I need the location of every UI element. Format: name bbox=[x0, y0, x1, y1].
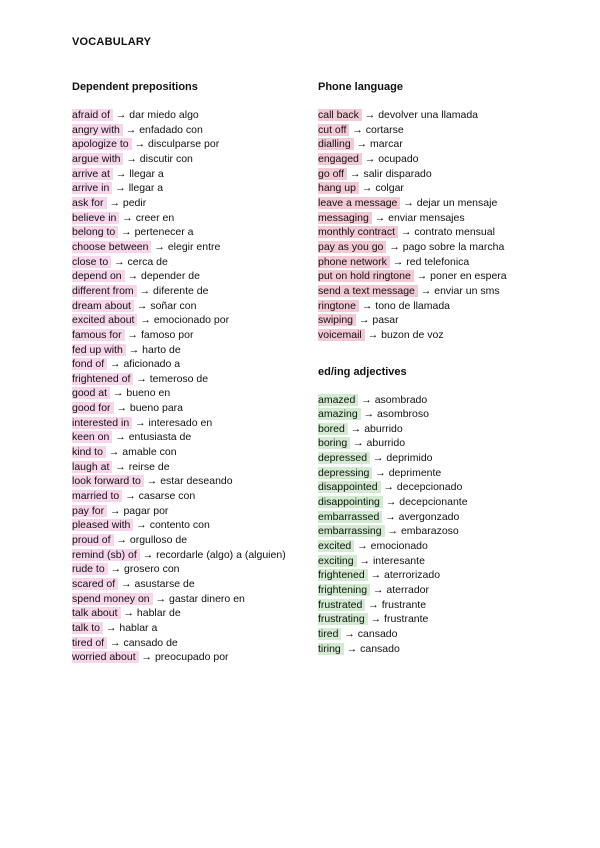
vocab-translation: asombrado bbox=[374, 393, 428, 406]
vocab-translation: cansado bbox=[360, 642, 400, 655]
vocab-item bbox=[318, 436, 568, 451]
arrow-icon: → bbox=[105, 621, 117, 634]
arrow-icon: → bbox=[385, 496, 397, 509]
vocab-term: good at bbox=[72, 387, 110, 399]
arrow-icon: → bbox=[141, 651, 153, 664]
arrow-icon: → bbox=[126, 152, 137, 165]
vocab-translation: decepcionado bbox=[396, 481, 463, 494]
vocab-term: bored bbox=[318, 423, 348, 435]
vocab-item bbox=[72, 313, 322, 328]
vocab-translation: devolver una llamada bbox=[378, 109, 479, 121]
vocab-term: frightened bbox=[318, 569, 368, 581]
vocab-term: depressed bbox=[318, 452, 370, 464]
vocab-term: belong to bbox=[72, 226, 118, 238]
arrow-icon: → bbox=[392, 255, 404, 268]
vocab-term: pleased with bbox=[72, 519, 133, 531]
vocab-item bbox=[72, 137, 322, 152]
arrow-icon: → bbox=[352, 123, 363, 136]
vocab-term: kind to bbox=[72, 446, 106, 458]
arrow-icon: → bbox=[403, 196, 414, 209]
vocab-translation: aburrido bbox=[364, 422, 403, 435]
arrow-icon: → bbox=[108, 446, 120, 459]
vocab-translation: dejar un mensaje bbox=[416, 196, 498, 209]
arrow-icon: → bbox=[344, 628, 355, 640]
vocab-item bbox=[72, 533, 322, 548]
vocab-translation: soñar con bbox=[150, 299, 197, 312]
arrow-icon: → bbox=[364, 109, 376, 121]
vocab-term: interested in bbox=[72, 417, 132, 429]
arrow-icon: → bbox=[115, 167, 127, 180]
vocab-translation: aburrido bbox=[366, 437, 406, 450]
vocab-translation: interesado en bbox=[148, 416, 213, 429]
vocab-translation: llegar a bbox=[129, 167, 164, 180]
vocab-term: send a text message bbox=[318, 285, 418, 297]
vocab-term: ask for bbox=[72, 197, 107, 209]
arrow-icon: → bbox=[385, 510, 396, 523]
vocab-translation: pago sobre la marcha bbox=[402, 240, 505, 253]
vocab-translation: casarse con bbox=[138, 490, 196, 503]
vocab-term: dream about bbox=[72, 300, 134, 312]
vocab-item bbox=[72, 650, 322, 665]
vocab-item bbox=[72, 489, 322, 504]
vocab-translation: enviar mensajes bbox=[388, 211, 465, 224]
arrow-icon: → bbox=[121, 226, 132, 239]
vocab-item bbox=[72, 636, 322, 651]
vocab-term: disappointed bbox=[318, 481, 381, 493]
vocab-term: ringtone bbox=[318, 300, 359, 312]
ed-ing-adjectives-heading: ed/ing adjectives bbox=[318, 365, 407, 378]
phone-language-section bbox=[318, 80, 568, 343]
arrow-icon: → bbox=[420, 284, 432, 297]
arrow-icon: → bbox=[127, 270, 139, 283]
vocab-translation: ocupado bbox=[378, 152, 419, 165]
arrow-icon: → bbox=[370, 569, 382, 582]
arrow-icon: → bbox=[115, 182, 126, 195]
arrow-icon: → bbox=[346, 642, 358, 655]
arrow-icon: → bbox=[387, 525, 399, 538]
vocab-term: amazing bbox=[318, 408, 361, 420]
vocab-translation: temeroso de bbox=[149, 372, 209, 385]
arrow-icon: → bbox=[135, 416, 146, 429]
vocab-term: choose between bbox=[72, 241, 151, 253]
ed-ing-adjectives-section bbox=[318, 365, 568, 657]
vocab-item bbox=[72, 460, 322, 475]
vocab-item bbox=[72, 518, 322, 533]
vocab-term: voicemail bbox=[318, 329, 365, 341]
vocab-translation: cortarse bbox=[365, 123, 404, 136]
vocab-item bbox=[72, 211, 322, 226]
vocab-term: depressing bbox=[318, 467, 372, 479]
vocab-item bbox=[72, 108, 322, 123]
vocab-item bbox=[72, 152, 322, 167]
vocab-item bbox=[318, 642, 568, 657]
vocab-translation: hablar de bbox=[136, 607, 181, 620]
vocab-item bbox=[72, 548, 322, 563]
ed-ing-adjectives-list bbox=[318, 393, 568, 657]
vocab-term: arrive at bbox=[72, 168, 113, 180]
vocab-term: worried about bbox=[72, 651, 139, 663]
arrow-icon: → bbox=[140, 314, 151, 327]
vocab-translation: amable con bbox=[122, 446, 177, 459]
phone-language-list bbox=[318, 108, 568, 343]
vocab-term: rude to bbox=[72, 563, 108, 575]
vocab-translation: depender de bbox=[140, 270, 200, 283]
vocab-item bbox=[72, 606, 322, 621]
vocab-term: frustrating bbox=[318, 613, 368, 625]
arrow-icon: → bbox=[128, 343, 140, 356]
vocab-item bbox=[72, 445, 322, 460]
vocab-term: leave a message bbox=[318, 197, 400, 209]
vocab-term: messaging bbox=[318, 212, 372, 224]
phone-language-heading: Phone language bbox=[318, 81, 403, 93]
vocab-item bbox=[318, 451, 568, 466]
vocab-term: married to bbox=[72, 490, 122, 502]
vocab-translation: grosero con bbox=[124, 563, 180, 576]
vocab-item bbox=[318, 299, 568, 314]
vocab-term: engaged bbox=[318, 153, 362, 165]
vocab-translation: asombroso bbox=[377, 408, 429, 421]
vocab-item bbox=[72, 357, 322, 372]
vocab-item bbox=[318, 313, 568, 328]
vocab-translation: diferente de bbox=[153, 284, 209, 297]
arrow-icon: → bbox=[361, 299, 373, 312]
arrow-icon: → bbox=[109, 196, 120, 209]
vocab-translation: hablar a bbox=[119, 621, 158, 634]
arrow-icon: → bbox=[110, 358, 121, 371]
arrow-icon: → bbox=[125, 123, 137, 136]
vocab-item bbox=[72, 401, 322, 416]
arrow-icon: → bbox=[370, 613, 382, 626]
arrow-icon: → bbox=[368, 598, 379, 611]
vocab-item bbox=[318, 612, 568, 627]
vocab-term: good for bbox=[72, 402, 114, 414]
vocab-translation: contento con bbox=[149, 519, 210, 532]
vocab-term: angry with bbox=[72, 124, 123, 136]
vocab-translation: bueno en bbox=[126, 387, 171, 400]
vocab-translation: pagar por bbox=[123, 504, 169, 517]
vocab-item bbox=[318, 240, 568, 255]
vocab-term: different from bbox=[72, 285, 137, 297]
vocab-translation: elegir entre bbox=[167, 240, 221, 253]
vocab-item bbox=[72, 167, 322, 182]
vocab-translation: gastar dinero en bbox=[168, 592, 245, 605]
arrow-icon: → bbox=[400, 226, 412, 239]
vocab-translation: creer en bbox=[135, 211, 175, 224]
vocab-translation: dar miedo algo bbox=[129, 109, 199, 121]
arrow-icon: → bbox=[115, 460, 126, 473]
vocab-term: embarrassing bbox=[318, 525, 385, 537]
arrow-icon: → bbox=[389, 240, 400, 253]
vocab-term: tired bbox=[318, 628, 341, 640]
arrow-icon: → bbox=[136, 372, 147, 385]
vocab-item bbox=[72, 181, 322, 196]
arrow-icon: → bbox=[155, 592, 167, 605]
vocab-translation: interesante bbox=[372, 554, 425, 567]
vocab-term: fond of bbox=[72, 358, 107, 370]
vocab-translation: asustarse de bbox=[134, 578, 195, 590]
vocab-translation: red telefonica bbox=[406, 255, 470, 268]
page-title: VOCABULARY bbox=[72, 36, 152, 48]
arrow-icon: → bbox=[116, 402, 127, 415]
vocab-translation: orgulloso de bbox=[129, 534, 188, 547]
vocab-term: excited bbox=[318, 540, 354, 552]
vocab-translation: pedir bbox=[122, 196, 147, 209]
vocab-term: frightened of bbox=[72, 373, 133, 385]
arrow-icon: → bbox=[350, 167, 361, 180]
vocab-translation: estar deseando bbox=[160, 475, 233, 488]
vocab-translation: discutir con bbox=[139, 152, 193, 165]
vocab-term: call back bbox=[318, 109, 362, 121]
arrow-icon: → bbox=[372, 452, 384, 465]
vocab-term: tired of bbox=[72, 637, 107, 649]
dependent-prepositions-heading: Dependent prepositions bbox=[72, 81, 198, 93]
vocab-item bbox=[318, 466, 568, 481]
vocab-term: cut off bbox=[318, 124, 349, 136]
arrow-icon: → bbox=[383, 481, 394, 494]
vocab-term: fed up with bbox=[72, 344, 126, 356]
vocab-translation: llegar a bbox=[128, 182, 164, 195]
arrow-icon: → bbox=[359, 554, 371, 567]
vocab-term: keen on bbox=[72, 431, 112, 443]
arrow-icon: → bbox=[374, 211, 386, 224]
vocab-term: go off bbox=[318, 168, 347, 180]
arrow-icon: → bbox=[154, 240, 165, 253]
vocab-term: pay for bbox=[72, 505, 107, 517]
arrow-icon: → bbox=[146, 475, 158, 488]
vocab-item bbox=[318, 225, 568, 240]
vocab-item bbox=[318, 554, 568, 569]
arrow-icon: → bbox=[125, 490, 136, 503]
vocab-item bbox=[318, 211, 568, 226]
vocab-translation: recordarle (algo) a (alguien) bbox=[156, 548, 286, 561]
arrow-icon: → bbox=[115, 109, 127, 121]
arrow-icon: → bbox=[361, 182, 373, 195]
arrow-icon: → bbox=[139, 284, 151, 297]
vocab-term: pay as you go bbox=[318, 241, 386, 253]
arrow-icon: → bbox=[122, 211, 133, 224]
arrow-icon: → bbox=[350, 422, 362, 435]
vocab-item bbox=[318, 108, 568, 123]
vocab-item bbox=[318, 181, 568, 196]
vocab-term: famous for bbox=[72, 329, 125, 341]
vocab-term: proud of bbox=[72, 534, 114, 546]
arrow-icon: → bbox=[363, 408, 375, 421]
vocab-item bbox=[72, 240, 322, 255]
vocab-term: scared of bbox=[72, 578, 118, 590]
right-column bbox=[318, 80, 568, 656]
vocab-item bbox=[318, 137, 568, 152]
vocab-item bbox=[72, 196, 322, 211]
vocab-translation: aficionado a bbox=[123, 358, 181, 371]
arrow-icon: → bbox=[112, 387, 124, 400]
vocab-item bbox=[72, 474, 322, 489]
arrow-icon: → bbox=[114, 255, 125, 268]
vocab-translation: frustrante bbox=[384, 613, 429, 626]
vocab-translation: cansado bbox=[357, 628, 398, 640]
vocab-item bbox=[318, 422, 568, 437]
arrow-icon: → bbox=[123, 607, 134, 620]
vocab-item bbox=[318, 524, 568, 539]
vocab-item bbox=[318, 510, 568, 525]
dependent-prepositions-section bbox=[72, 80, 322, 665]
arrow-icon: → bbox=[136, 299, 148, 312]
vocab-translation: embarazoso bbox=[400, 525, 459, 538]
vocab-term: arrive in bbox=[72, 182, 112, 194]
vocab-item bbox=[318, 407, 568, 422]
arrow-icon: → bbox=[116, 534, 127, 547]
vocab-term: believe in bbox=[72, 212, 119, 224]
vocab-term: frustrated bbox=[318, 599, 365, 611]
arrow-icon: → bbox=[416, 270, 428, 283]
vocab-translation: buzon de voz bbox=[381, 328, 444, 341]
vocab-translation: colgar bbox=[375, 182, 404, 195]
vocab-translation: frustrante bbox=[381, 598, 427, 611]
vocab-item bbox=[318, 255, 568, 270]
arrow-icon: → bbox=[110, 563, 122, 576]
vocab-translation: famoso por bbox=[140, 328, 194, 341]
vocab-translation: salir disparado bbox=[363, 167, 432, 180]
vocab-translation: tono de llamada bbox=[375, 299, 451, 312]
vocab-translation: pertenecer a bbox=[134, 226, 194, 239]
vocab-item bbox=[72, 372, 322, 387]
vocab-term: boring bbox=[318, 437, 350, 449]
vocab-term: close to bbox=[72, 256, 111, 268]
vocab-item bbox=[72, 592, 322, 607]
vocab-translation: aterrorizado bbox=[384, 569, 441, 582]
vocab-translation: bueno para bbox=[129, 402, 184, 415]
vocab-translation: cerca de bbox=[127, 255, 168, 268]
vocab-term: swiping bbox=[318, 314, 356, 326]
vocab-translation: deprimido bbox=[386, 452, 433, 465]
vocab-term: spend money on bbox=[72, 593, 153, 605]
vocab-item bbox=[318, 269, 568, 284]
vocab-term: look forward to bbox=[72, 475, 144, 487]
arrow-icon: → bbox=[356, 138, 368, 151]
vocab-item bbox=[72, 299, 322, 314]
vocab-term: dialling bbox=[318, 138, 354, 150]
vocab-term: monthly contract bbox=[318, 226, 398, 238]
vocab-term: talk to bbox=[72, 622, 103, 634]
vocab-translation: enviar un sms bbox=[434, 284, 500, 297]
arrow-icon: → bbox=[357, 540, 368, 553]
vocab-translation: disculparse por bbox=[147, 138, 220, 151]
arrow-icon: → bbox=[361, 393, 372, 406]
vocab-item bbox=[318, 598, 568, 613]
vocab-translation: entusiasta de bbox=[128, 431, 192, 444]
arrow-icon: → bbox=[367, 328, 379, 341]
vocab-term: excited about bbox=[72, 314, 137, 326]
vocab-translation: decepcionante bbox=[399, 496, 468, 509]
vocab-item bbox=[72, 430, 322, 445]
vocab-translation: harto de bbox=[142, 343, 181, 356]
vocab-item bbox=[318, 480, 568, 495]
vocab-term: put on hold ringtone bbox=[318, 270, 414, 282]
arrow-icon: → bbox=[375, 466, 386, 479]
arrow-icon: → bbox=[127, 328, 139, 341]
vocab-translation: deprimente bbox=[388, 466, 442, 479]
vocab-item bbox=[318, 328, 568, 343]
arrow-icon: → bbox=[134, 138, 146, 151]
arrow-icon: → bbox=[110, 636, 121, 649]
vocab-term: amazed bbox=[318, 394, 358, 406]
vocab-translation: contrato mensual bbox=[414, 226, 495, 239]
vocab-item bbox=[72, 416, 322, 431]
vocab-term: exciting bbox=[318, 555, 357, 567]
vocab-translation: enfadado con bbox=[139, 123, 203, 136]
vocab-item bbox=[318, 539, 568, 554]
vocab-item bbox=[318, 167, 568, 182]
vocab-item bbox=[318, 123, 568, 138]
vocab-item bbox=[318, 393, 568, 408]
vocab-term: embarrassed bbox=[318, 511, 382, 523]
vocab-item bbox=[72, 225, 322, 240]
dependent-prepositions-list bbox=[72, 108, 322, 665]
vocab-item bbox=[72, 562, 322, 577]
vocab-item bbox=[72, 343, 322, 358]
arrow-icon: → bbox=[121, 578, 132, 590]
vocab-translation: emocionado por bbox=[153, 314, 230, 327]
arrow-icon: → bbox=[372, 584, 384, 597]
vocab-translation: poner en espera bbox=[430, 270, 507, 283]
vocab-item bbox=[72, 328, 322, 343]
vocab-term: tiring bbox=[318, 643, 344, 655]
vocab-term: hang up bbox=[318, 182, 359, 194]
vocab-item bbox=[72, 386, 322, 401]
vocab-translation: cansado de bbox=[123, 636, 178, 649]
vocab-item bbox=[318, 627, 568, 642]
vocab-item bbox=[318, 583, 568, 598]
vocab-term: depend on bbox=[72, 270, 125, 282]
arrow-icon: → bbox=[353, 437, 364, 450]
arrow-icon: → bbox=[364, 152, 376, 165]
vocab-item bbox=[72, 123, 322, 138]
vocab-item bbox=[72, 269, 322, 284]
vocab-item bbox=[318, 152, 568, 167]
vocab-translation: emocionado bbox=[370, 540, 428, 553]
vocab-item bbox=[318, 495, 568, 510]
vocab-term: frightening bbox=[318, 584, 370, 596]
arrow-icon: → bbox=[142, 548, 154, 561]
vocab-term: afraid of bbox=[72, 109, 113, 121]
vocab-translation: preocupado por bbox=[154, 651, 229, 664]
vocab-item bbox=[72, 577, 322, 592]
arrow-icon: → bbox=[358, 314, 370, 327]
vocab-term: remind (sb) of bbox=[72, 549, 140, 561]
arrow-icon: → bbox=[136, 519, 147, 532]
vocab-term: apologize to bbox=[72, 138, 132, 150]
vocab-item bbox=[318, 196, 568, 211]
vocab-term: disappointing bbox=[318, 496, 383, 508]
vocab-translation: reirse de bbox=[128, 460, 170, 473]
vocab-translation: avergonzado bbox=[398, 510, 460, 523]
vocab-item bbox=[318, 284, 568, 299]
vocab-item bbox=[318, 568, 568, 583]
vocab-term: argue with bbox=[72, 153, 123, 165]
vocab-term: phone network bbox=[318, 256, 390, 268]
vocab-item bbox=[72, 504, 322, 519]
vocab-item bbox=[72, 255, 322, 270]
vocab-term: talk about bbox=[72, 607, 121, 619]
arrow-icon: → bbox=[115, 431, 126, 444]
arrow-icon: → bbox=[110, 504, 121, 517]
vocab-translation: pasar bbox=[372, 314, 399, 327]
vocab-translation: marcar bbox=[370, 138, 403, 151]
vocab-item bbox=[72, 621, 322, 636]
vocab-translation: aterrador bbox=[386, 584, 429, 597]
vocab-term: laugh at bbox=[72, 461, 112, 473]
vocab-item bbox=[72, 284, 322, 299]
